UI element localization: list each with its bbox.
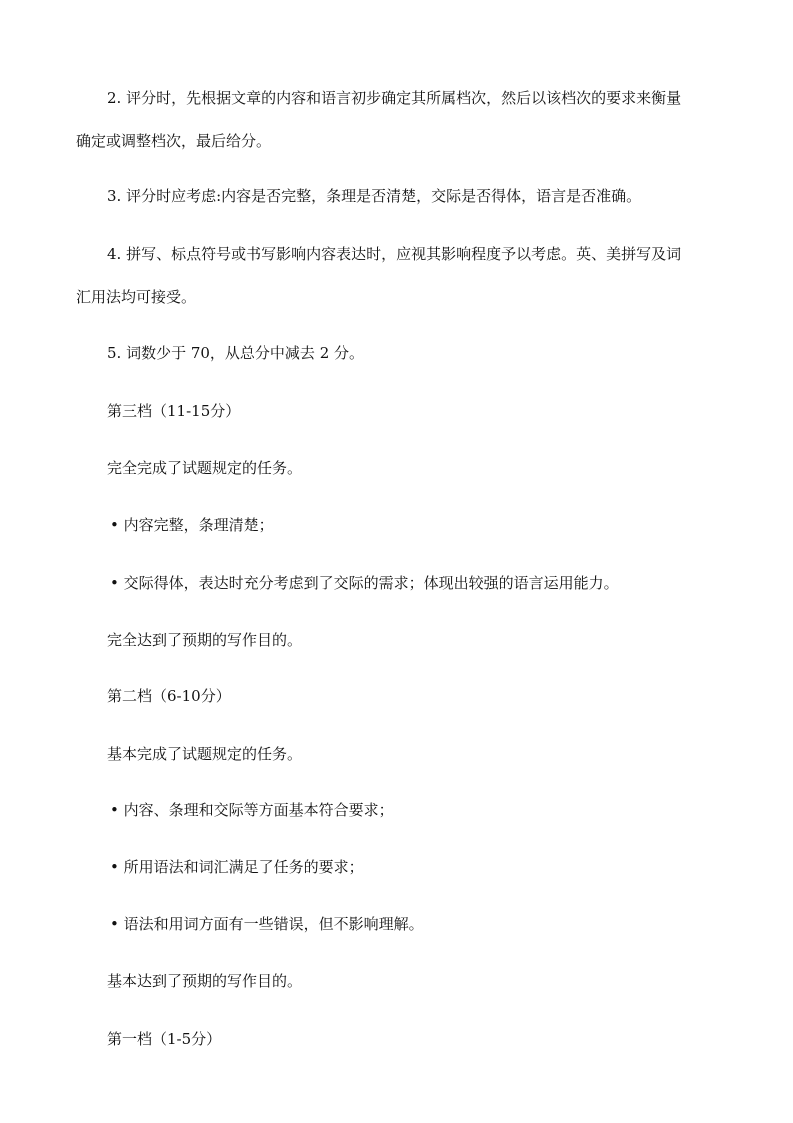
tier-3-heading: 第三档（11-15分） <box>107 402 241 420</box>
tier-2-bullet-1: • 内容、条理和交际等方面基本符合要求； <box>110 801 394 819</box>
tier-2-heading: 第二档（6-10分） <box>107 687 231 705</box>
rule-2-line-1: 2. 评分时，先根据文章的内容和语言初步确定其所属档次，然后以该档次的要求来衡量 <box>107 89 682 107</box>
rule-4-line-2: 汇用法均可接受。 <box>76 288 197 306</box>
tier-3-bullet-2: • 交际得体，表达时充分考虑到了交际的需求；体现出较强的语言运用能力。 <box>110 574 619 592</box>
rule-5: 5. 词数少于 70，从总分中减去 2 分。 <box>107 344 365 362</box>
rule-3: 3. 评分时应考虑:内容是否完整，条理是否清楚，交际是否得体，语言是否准确。 <box>107 187 642 205</box>
rule-2-line-2: 确定或调整档次，最后给分。 <box>76 132 272 150</box>
tier-3-intro: 完全完成了试题规定的任务。 <box>107 459 303 477</box>
tier-2-bullet-3: • 语法和用词方面有一些错误，但不影响理解。 <box>110 915 424 933</box>
tier-2-bullet-2: • 所用语法和词汇满足了任务的要求； <box>110 858 364 876</box>
tier-2-conclusion: 基本达到了预期的写作目的。 <box>107 972 303 990</box>
tier-1-heading: 第一档（1-5分） <box>107 1030 222 1048</box>
tier-3-bullet-1: • 内容完整，条理清楚； <box>110 516 274 534</box>
tier-2-intro: 基本完成了试题规定的任务。 <box>107 745 303 763</box>
rule-4-line-1: 4. 拼写、标点符号或书写影响内容表达时，应视其影响程度予以考虑。英、美拼写及词 <box>107 245 682 263</box>
tier-3-conclusion: 完全达到了预期的写作目的。 <box>107 631 303 649</box>
